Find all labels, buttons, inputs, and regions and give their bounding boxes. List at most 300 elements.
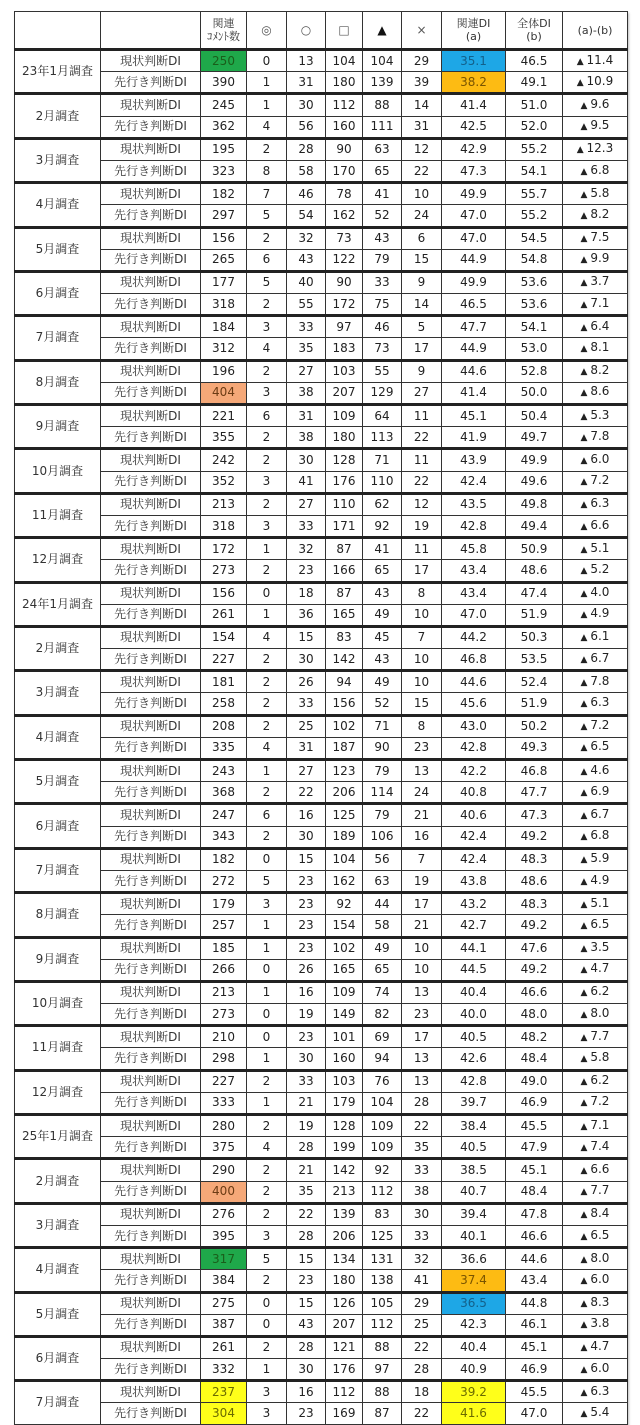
very-good-cell: 1 (247, 915, 287, 937)
diff-cell: ▲ 6.5 (563, 737, 628, 759)
related-di-cell: 38.5 (442, 1159, 506, 1181)
very-good-cell: 1 (247, 1048, 287, 1070)
table-row (15, 294, 628, 316)
related-di-cell: 47.3 (442, 160, 506, 182)
di-type-cell: 先行き判断DI (101, 915, 201, 937)
survey-period-cell: 7月調査 (15, 848, 101, 892)
di-type-cell: 先行き判断DI (101, 1048, 201, 1070)
di-type-cell: 先行き判断DI (101, 382, 201, 404)
table-row (15, 471, 628, 493)
very-bad-cell: 33 (402, 1159, 442, 1181)
very-bad-cell: 17 (402, 338, 442, 360)
table-row (15, 382, 628, 404)
diff-cell: ▲ 4.6 (563, 760, 628, 782)
di-type-cell: 先行き判断DI (101, 1137, 201, 1159)
very-good-cell: 1 (247, 538, 287, 560)
diff-cell: ▲ 3.7 (563, 271, 628, 293)
very-good-cell: 5 (247, 1248, 287, 1270)
diff-cell: ▲ 6.7 (563, 649, 628, 671)
good-cell: 15 (287, 626, 326, 648)
diff-cell: ▲ 9.5 (563, 116, 628, 138)
table-row (15, 72, 628, 94)
diff-cell: ▲ 5.1 (563, 538, 628, 560)
bad-cell: 104 (363, 1092, 402, 1114)
diff-cell: ▲ 7.2 (563, 1092, 628, 1114)
bad-cell: 63 (363, 870, 402, 892)
survey-period-cell: 9月調査 (15, 405, 101, 449)
related-di-cell: 40.5 (442, 1026, 506, 1048)
good-cell: 35 (287, 1181, 326, 1203)
neutral-cell: 213 (326, 1181, 363, 1203)
bad-cell: 63 (363, 138, 402, 160)
overall-di-cell: 45.5 (506, 1381, 563, 1403)
overall-di-cell: 48.6 (506, 560, 563, 582)
survey-period-cell: 24年1月調査 (15, 582, 101, 626)
very-bad-cell: 23 (402, 737, 442, 759)
neutral-cell: 207 (326, 1314, 363, 1336)
diff-cell: ▲ 6.3 (563, 693, 628, 715)
neutral-cell: 162 (326, 870, 363, 892)
bad-cell: 92 (363, 515, 402, 537)
comment-count-cell: 390 (201, 72, 247, 94)
good-cell: 41 (287, 471, 326, 493)
comment-count-cell: 272 (201, 870, 247, 892)
di-type-cell: 現状判断DI (101, 1159, 201, 1181)
good-cell: 27 (287, 760, 326, 782)
bad-cell: 109 (363, 1115, 402, 1137)
header-overall-di-line1: 全体DI (517, 17, 551, 30)
related-di-cell: 43.4 (442, 582, 506, 604)
very-bad-cell: 29 (402, 50, 442, 72)
di-type-cell: 現状判断DI (101, 538, 201, 560)
bad-cell: 139 (363, 72, 402, 94)
table-row (15, 804, 628, 826)
table-row (15, 760, 628, 782)
header-comment-count-line1: 関連 (212, 17, 235, 30)
related-di-cell: 44.5 (442, 959, 506, 981)
neutral-cell: 169 (326, 1403, 363, 1424)
related-di-cell: 43.2 (442, 893, 506, 915)
diff-cell: ▲ 6.6 (563, 515, 628, 537)
diff-cell: ▲ 6.0 (563, 449, 628, 471)
overall-di-cell: 45.1 (506, 1336, 563, 1358)
di-type-cell: 現状判断DI (101, 227, 201, 249)
header-related-di-line2: (a) (465, 30, 482, 43)
survey-period-cell: 9月調査 (15, 937, 101, 981)
survey-period-cell: 2月調査 (15, 1159, 101, 1203)
bad-cell: 73 (363, 338, 402, 360)
very-good-cell: 2 (247, 138, 287, 160)
bad-cell: 110 (363, 471, 402, 493)
neutral-cell: 78 (326, 183, 363, 205)
related-di-cell: 36.6 (442, 1248, 506, 1270)
very-good-cell: 2 (247, 449, 287, 471)
comment-count-cell: 172 (201, 538, 247, 560)
good-cell: 32 (287, 227, 326, 249)
survey-period-cell: 4月調査 (15, 715, 101, 759)
bad-cell: 82 (363, 1004, 402, 1026)
table-row (15, 1026, 628, 1048)
table-row (15, 1225, 628, 1247)
survey-period-cell: 12月調査 (15, 1070, 101, 1114)
neutral-cell: 103 (326, 1070, 363, 1092)
di-type-cell: 現状判断DI (101, 1203, 201, 1225)
neutral-cell: 179 (326, 1092, 363, 1114)
comment-count-cell: 290 (201, 1159, 247, 1181)
neutral-cell: 162 (326, 205, 363, 227)
very-good-cell: 4 (247, 626, 287, 648)
table-row (15, 1115, 628, 1137)
good-cell: 23 (287, 937, 326, 959)
neutral-cell: 207 (326, 382, 363, 404)
neutral-cell: 73 (326, 227, 363, 249)
neutral-cell: 109 (326, 405, 363, 427)
comment-count-cell: 177 (201, 271, 247, 293)
related-di-cell: 38.4 (442, 1115, 506, 1137)
good-cell: 30 (287, 649, 326, 671)
very-good-cell: 8 (247, 160, 287, 182)
very-good-cell: 3 (247, 471, 287, 493)
table-row (15, 160, 628, 182)
very-good-cell: 2 (247, 693, 287, 715)
diff-cell: ▲ 6.6 (563, 1159, 628, 1181)
good-cell: 30 (287, 826, 326, 848)
very-bad-cell: 19 (402, 870, 442, 892)
diff-cell: ▲ 3.8 (563, 1314, 628, 1336)
header-row (15, 12, 628, 50)
related-di-cell: 40.8 (442, 782, 506, 804)
diff-cell: ▲ 11.4 (563, 50, 628, 72)
good-cell: 21 (287, 1159, 326, 1181)
neutral-cell: 199 (326, 1137, 363, 1159)
overall-di-cell: 51.0 (506, 94, 563, 116)
related-di-cell: 44.1 (442, 937, 506, 959)
comment-count-cell: 247 (201, 804, 247, 826)
comment-count-cell: 323 (201, 160, 247, 182)
good-cell: 30 (287, 1048, 326, 1070)
bad-cell: 41 (363, 183, 402, 205)
good-cell: 33 (287, 693, 326, 715)
diff-cell: ▲ 4.7 (563, 1336, 628, 1358)
table-row (15, 1314, 628, 1336)
di-type-cell: 現状判断DI (101, 1070, 201, 1092)
very-bad-cell: 10 (402, 937, 442, 959)
related-di-cell: 49.9 (442, 271, 506, 293)
very-good-cell: 0 (247, 848, 287, 870)
neutral-cell: 110 (326, 493, 363, 515)
very-bad-cell: 13 (402, 981, 442, 1003)
table-row (15, 1070, 628, 1092)
comment-count-cell: 185 (201, 937, 247, 959)
related-di-cell: 41.4 (442, 382, 506, 404)
neutral-cell: 109 (326, 981, 363, 1003)
very-good-cell: 3 (247, 515, 287, 537)
header-comment-count (201, 12, 247, 50)
comment-count-cell: 257 (201, 915, 247, 937)
diff-cell: ▲ 9.9 (563, 249, 628, 271)
good-cell: 23 (287, 893, 326, 915)
survey-period-cell: 11月調査 (15, 1026, 101, 1070)
good-cell: 16 (287, 981, 326, 1003)
overall-di-cell: 51.9 (506, 604, 563, 626)
bad-cell: 88 (363, 1381, 402, 1403)
very-good-cell: 5 (247, 870, 287, 892)
comment-count-cell: 261 (201, 604, 247, 626)
very-good-cell: 1 (247, 94, 287, 116)
very-good-cell: 1 (247, 760, 287, 782)
overall-di-cell: 49.1 (506, 72, 563, 94)
bad-cell: 94 (363, 1048, 402, 1070)
very-bad-cell: 22 (402, 160, 442, 182)
very-bad-cell: 15 (402, 693, 442, 715)
bad-cell: 90 (363, 737, 402, 759)
very-bad-cell: 22 (402, 427, 442, 449)
diff-cell: ▲ 6.4 (563, 316, 628, 338)
good-cell: 23 (287, 870, 326, 892)
related-di-cell: 41.6 (442, 1403, 506, 1424)
neutral-cell: 87 (326, 582, 363, 604)
related-di-cell: 42.8 (442, 1070, 506, 1092)
survey-period-cell: 10月調査 (15, 981, 101, 1025)
very-good-cell: 4 (247, 116, 287, 138)
very-good-cell: 2 (247, 360, 287, 382)
diff-cell: ▲ 8.2 (563, 360, 628, 382)
table-row (15, 582, 628, 604)
related-di-cell: 44.6 (442, 360, 506, 382)
table-row (15, 183, 628, 205)
survey-period-cell: 6月調査 (15, 1336, 101, 1380)
related-di-cell: 45.1 (442, 405, 506, 427)
very-bad-cell: 28 (402, 1359, 442, 1381)
di-type-cell: 先行き判断DI (101, 515, 201, 537)
very-good-cell: 2 (247, 826, 287, 848)
diff-cell: ▲ 5.3 (563, 405, 628, 427)
very-good-cell: 2 (247, 1159, 287, 1181)
overall-di-cell: 52.0 (506, 116, 563, 138)
very-bad-cell: 8 (402, 715, 442, 737)
header-neutral: □ (326, 12, 363, 50)
very-bad-cell: 18 (402, 1381, 442, 1403)
overall-di-cell: 48.2 (506, 1026, 563, 1048)
very-good-cell: 3 (247, 382, 287, 404)
comment-count-cell: 182 (201, 183, 247, 205)
diff-cell: ▲ 12.3 (563, 138, 628, 160)
di-type-cell: 先行き判断DI (101, 782, 201, 804)
very-good-cell: 5 (247, 205, 287, 227)
good-cell: 30 (287, 1359, 326, 1381)
good-cell: 27 (287, 360, 326, 382)
comment-count-cell: 245 (201, 94, 247, 116)
di-type-cell: 先行き判断DI (101, 1181, 201, 1203)
di-type-cell: 現状判断DI (101, 1336, 201, 1358)
comment-count-cell: 213 (201, 981, 247, 1003)
table-row (15, 227, 628, 249)
related-di-cell: 47.0 (442, 604, 506, 626)
very-good-cell: 2 (247, 1336, 287, 1358)
di-type-cell: 先行き判断DI (101, 249, 201, 271)
bad-cell: 114 (363, 782, 402, 804)
diff-cell: ▲ 6.2 (563, 1070, 628, 1092)
very-good-cell: 0 (247, 1292, 287, 1314)
bad-cell: 79 (363, 249, 402, 271)
table-row (15, 316, 628, 338)
good-cell: 19 (287, 1115, 326, 1137)
good-cell: 30 (287, 94, 326, 116)
related-di-cell: 40.9 (442, 1359, 506, 1381)
very-good-cell: 2 (247, 560, 287, 582)
neutral-cell: 206 (326, 782, 363, 804)
diff-cell: ▲ 5.4 (563, 1403, 628, 1424)
very-bad-cell: 6 (402, 227, 442, 249)
overall-di-cell: 46.9 (506, 1359, 563, 1381)
di-type-cell: 現状判断DI (101, 1115, 201, 1137)
very-good-cell: 2 (247, 1181, 287, 1203)
diff-cell: ▲ 5.9 (563, 848, 628, 870)
diff-cell: ▲ 7.1 (563, 1115, 628, 1137)
bad-cell: 87 (363, 1403, 402, 1424)
survey-period-cell: 8月調査 (15, 893, 101, 937)
neutral-cell: 103 (326, 360, 363, 382)
overall-di-cell: 48.4 (506, 1181, 563, 1203)
di-comment-table (14, 11, 628, 1425)
overall-di-cell: 50.4 (506, 405, 563, 427)
good-cell: 23 (287, 1403, 326, 1424)
diff-cell: ▲ 7.5 (563, 227, 628, 249)
very-bad-cell: 14 (402, 94, 442, 116)
very-good-cell: 0 (247, 1314, 287, 1336)
survey-period-cell: 4月調査 (15, 183, 101, 227)
very-bad-cell: 27 (402, 382, 442, 404)
very-bad-cell: 10 (402, 959, 442, 981)
table-row (15, 1336, 628, 1358)
neutral-cell: 123 (326, 760, 363, 782)
comment-count-cell: 404 (201, 382, 247, 404)
table-row (15, 449, 628, 471)
bad-cell: 65 (363, 560, 402, 582)
survey-period-cell: 5月調査 (15, 1292, 101, 1336)
overall-di-cell: 43.4 (506, 1270, 563, 1292)
bad-cell: 129 (363, 382, 402, 404)
comment-count-cell: 395 (201, 1225, 247, 1247)
header-label (101, 12, 201, 50)
very-good-cell: 0 (247, 50, 287, 72)
di-type-cell: 先行き判断DI (101, 205, 201, 227)
bad-cell: 56 (363, 848, 402, 870)
survey-period-cell: 10月調査 (15, 449, 101, 493)
diff-cell: ▲ 5.8 (563, 183, 628, 205)
good-cell: 33 (287, 1070, 326, 1092)
table-body (15, 50, 628, 1425)
diff-cell: ▲ 8.6 (563, 382, 628, 404)
related-di-cell: 47.0 (442, 227, 506, 249)
related-di-cell: 40.6 (442, 804, 506, 826)
overall-di-cell: 47.4 (506, 582, 563, 604)
comment-count-cell: 352 (201, 471, 247, 493)
di-type-cell: 現状判断DI (101, 937, 201, 959)
survey-period-cell: 8月調査 (15, 360, 101, 404)
very-good-cell: 1 (247, 981, 287, 1003)
good-cell: 18 (287, 582, 326, 604)
comment-count-cell: 196 (201, 360, 247, 382)
diff-cell: ▲ 7.2 (563, 471, 628, 493)
very-bad-cell: 23 (402, 1004, 442, 1026)
di-type-cell: 先行き判断DI (101, 471, 201, 493)
very-bad-cell: 12 (402, 493, 442, 515)
comment-count-cell: 227 (201, 649, 247, 671)
neutral-cell: 128 (326, 1115, 363, 1137)
diff-cell: ▲ 6.8 (563, 826, 628, 848)
survey-period-cell: 4月調査 (15, 1248, 101, 1292)
table-row (15, 715, 628, 737)
header-bad: ▲ (363, 12, 402, 50)
bad-cell: 33 (363, 271, 402, 293)
bad-cell: 125 (363, 1225, 402, 1247)
comment-count-cell: 195 (201, 138, 247, 160)
di-type-cell: 現状判断DI (101, 316, 201, 338)
overall-di-cell: 49.8 (506, 493, 563, 515)
overall-di-cell: 44.8 (506, 1292, 563, 1314)
related-di-cell: 40.7 (442, 1181, 506, 1203)
neutral-cell: 112 (326, 1381, 363, 1403)
very-good-cell: 2 (247, 493, 287, 515)
di-type-cell: 先行き判断DI (101, 560, 201, 582)
good-cell: 13 (287, 50, 326, 72)
di-type-cell: 現状判断DI (101, 760, 201, 782)
table-row (15, 870, 628, 892)
good-cell: 43 (287, 1314, 326, 1336)
di-type-cell: 現状判断DI (101, 94, 201, 116)
neutral-cell: 183 (326, 338, 363, 360)
overall-di-cell: 47.3 (506, 804, 563, 826)
overall-di-cell: 48.4 (506, 1048, 563, 1070)
diff-cell: ▲ 6.9 (563, 782, 628, 804)
very-bad-cell: 31 (402, 116, 442, 138)
comment-count-cell: 265 (201, 249, 247, 271)
overall-di-cell: 48.0 (506, 1004, 563, 1026)
diff-cell: ▲ 4.9 (563, 604, 628, 626)
very-bad-cell: 29 (402, 1292, 442, 1314)
bad-cell: 88 (363, 1336, 402, 1358)
di-type-cell: 現状判断DI (101, 1248, 201, 1270)
very-bad-cell: 21 (402, 915, 442, 937)
di-type-cell: 先行き判断DI (101, 826, 201, 848)
survey-period-cell: 25年1月調査 (15, 1115, 101, 1159)
good-cell: 33 (287, 316, 326, 338)
very-good-cell: 2 (247, 1270, 287, 1292)
bad-cell: 112 (363, 1314, 402, 1336)
table-row (15, 1181, 628, 1203)
neutral-cell: 176 (326, 1359, 363, 1381)
overall-di-cell: 47.9 (506, 1137, 563, 1159)
neutral-cell: 121 (326, 1336, 363, 1358)
overall-di-cell: 48.3 (506, 893, 563, 915)
related-di-cell: 47.0 (442, 205, 506, 227)
very-bad-cell: 22 (402, 1336, 442, 1358)
neutral-cell: 176 (326, 471, 363, 493)
table-row (15, 1248, 628, 1270)
very-bad-cell: 12 (402, 138, 442, 160)
neutral-cell: 97 (326, 316, 363, 338)
bad-cell: 52 (363, 205, 402, 227)
bad-cell: 109 (363, 1137, 402, 1159)
header-diff: (a)-(b) (563, 12, 628, 50)
bad-cell: 69 (363, 1026, 402, 1048)
bad-cell: 41 (363, 538, 402, 560)
very-bad-cell: 24 (402, 205, 442, 227)
comment-count-cell: 181 (201, 671, 247, 693)
related-di-cell: 42.2 (442, 760, 506, 782)
table-row (15, 1403, 628, 1424)
